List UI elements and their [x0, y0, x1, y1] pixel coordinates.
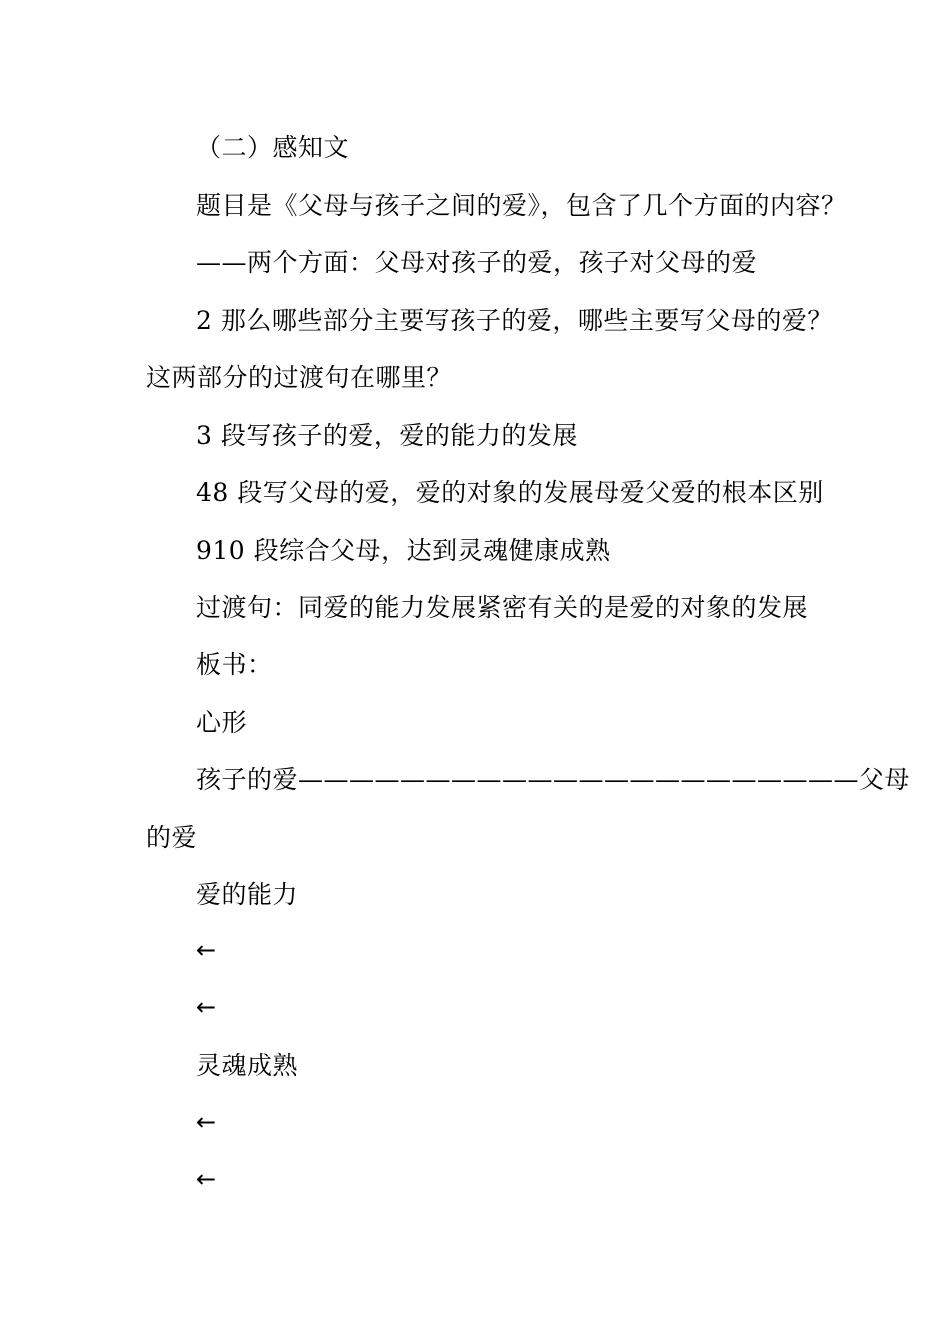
children-love-line-2: 的爱	[146, 823, 198, 852]
paragraph-3: 3 段写孩子的爱，爱的能力的发展	[196, 421, 578, 450]
paragraph-910: 910 段综合父母，达到灵魂健康成熟	[196, 536, 611, 565]
children-love-line-1: 孩子的爱——————————————————————父母	[196, 765, 911, 794]
heart-label: 心形	[196, 708, 248, 737]
question-2-line-2: 这两部分的过渡句在哪里？	[146, 363, 453, 392]
question-1: 题目是《父母与孩子之间的爱》，包含了几个方面的内容？	[196, 191, 847, 220]
left-arrow-icon: ←	[196, 936, 217, 964]
left-arrow-icon: ←	[196, 993, 217, 1021]
transition-sentence: 过渡句：同爱的能力发展紧密有关的是爱的对象的发展	[196, 593, 809, 622]
answer-1: ——两个方面：父母对孩子的爱，孩子对父母的爱	[196, 248, 758, 277]
question-2-line-1: 2 那么哪些部分主要写孩子的爱，哪些主要写父母的爱？	[196, 306, 833, 335]
left-arrow-icon: ←	[196, 1108, 217, 1136]
board-label: 板书：	[196, 650, 273, 679]
ability-label: 爱的能力	[196, 880, 299, 909]
paragraph-48: 48 段写父母的爱，爱的对象的发展母爱父爱的根本区别	[196, 478, 824, 507]
left-arrow-icon: ←	[196, 1165, 217, 1193]
soul-mature-label: 灵魂成熟	[196, 1051, 299, 1080]
section-heading: （二）感知文	[196, 133, 350, 162]
